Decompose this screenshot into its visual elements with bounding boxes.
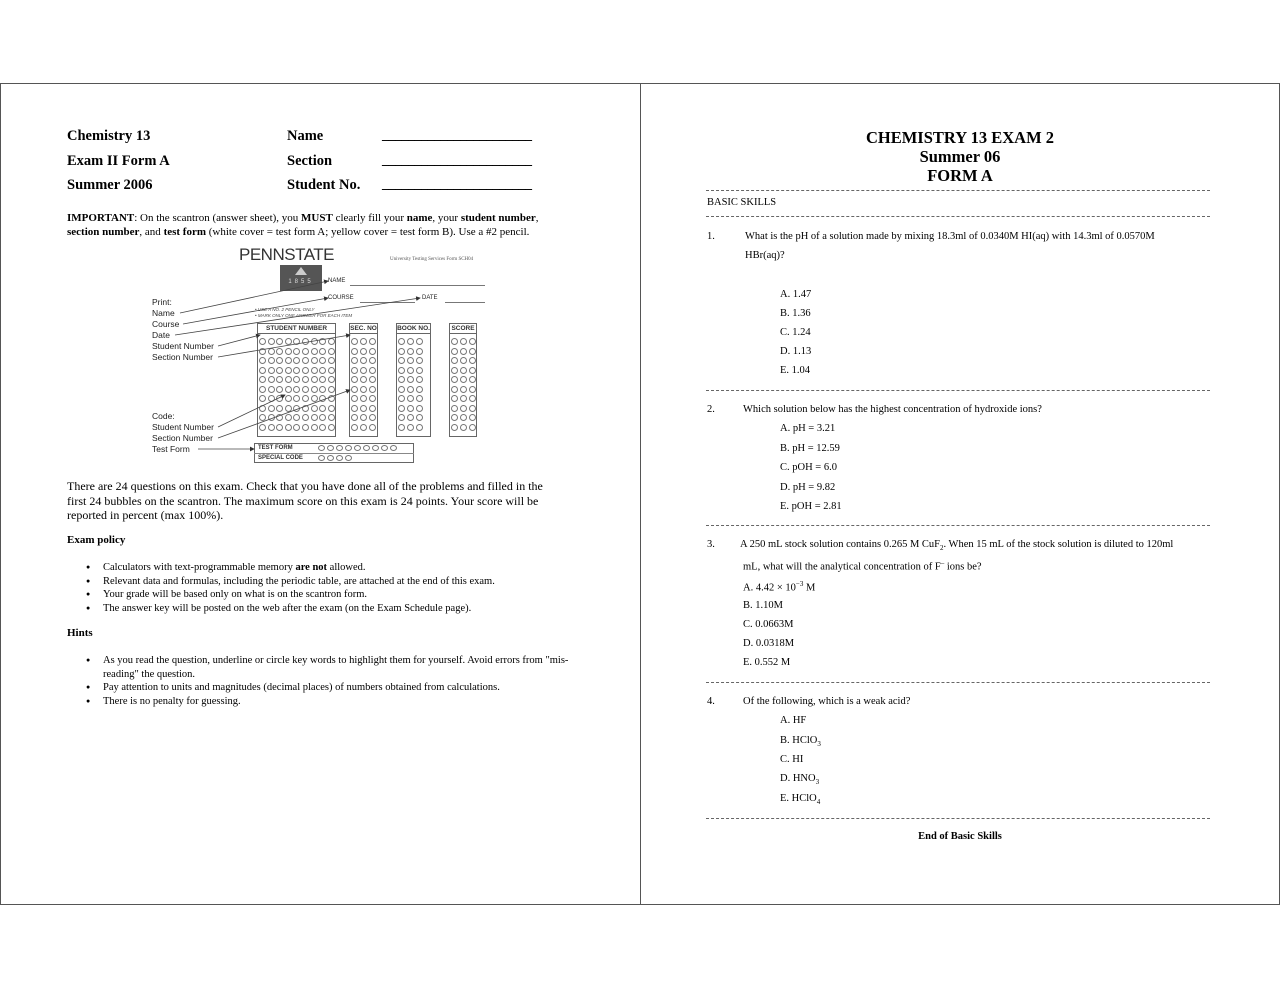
q3-option-a: A. $4.42 \times 10^{-3}$ M (743, 580, 816, 594)
q3-option-b: B. 1.10M (743, 600, 783, 611)
exam-heading-form: FORM A (927, 166, 993, 185)
q3-option-d: D. 0.0318M (743, 638, 795, 649)
sc-sec-no-header: SEC. NO (350, 325, 377, 332)
sc-code-student-number: Student Number (152, 422, 214, 432)
penn-state-seal: 1855 (280, 265, 322, 291)
divider (706, 525, 1210, 526)
policy-item: ● The answer key will be posted on the web after the exam (on the Exam Schedule page). (103, 602, 603, 616)
divider (706, 682, 1210, 683)
q4-option-b: B. HClO$_3$ (780, 735, 821, 749)
exam-heading-title: CHEMISTRY 13 EXAM 2 (865, 128, 1055, 147)
sc-print-course: Course (152, 319, 180, 329)
sc-test-form-label: TEST FORM (258, 445, 293, 451)
q2-number: 2. (707, 404, 715, 415)
sc-print-student-number: Student Number (152, 341, 214, 351)
hints-list (67, 654, 603, 708)
q1-text-line2: HBr(aq)? (745, 250, 785, 261)
name-label: Name (287, 128, 324, 144)
scantron-diagram (150, 245, 490, 467)
hint-item: ● Pay attention to units and magnitudes (decimal places) of numbers obtained from calculations. (103, 681, 603, 695)
sc-arrows (150, 245, 490, 467)
q1-option-e: E. 1.04 (780, 365, 811, 376)
hint-item: ● There is no penalty for guessing. (103, 695, 603, 709)
exam-heading (710, 128, 1210, 185)
q4-number: 4. (707, 696, 715, 707)
q3-option-e: E. 0.552 M (743, 657, 791, 668)
sc-code-section-number: Section Number (152, 433, 213, 443)
q4-text: Of the following, which is a weak acid? (743, 696, 911, 707)
q2-text: Which solution below has the highest concentration of hydroxide ions? (743, 404, 1042, 415)
sc-code-test-form: Test Form (152, 444, 190, 454)
q3-option-c: C. 0.0663M (743, 619, 794, 630)
q1-option-a: A. 1.47 (780, 289, 812, 300)
sc-name-label: NAME (328, 278, 346, 284)
sc-student-number-header: STUDENT NUMBER (257, 323, 336, 334)
exam-title: Exam II Form A (67, 153, 170, 169)
q4-option-d: D. $HNO_3$ (780, 773, 820, 787)
q2-option-b: B. pH = 12.59 (780, 443, 840, 454)
student-no-blank[interactable]: _______________________ (382, 177, 532, 192)
sc-code-heading: Code: (152, 411, 175, 421)
sc-score-header: SCORE (449, 323, 477, 334)
sc-print-heading: Print: (152, 297, 172, 307)
sc-print-date: Date (152, 330, 170, 340)
term-title: Summer 2006 (67, 177, 153, 193)
divider (706, 190, 1210, 191)
policy-item: ● Calculators with text-programmable memory are not allowed. (103, 561, 603, 575)
q1-option-d: D. 1.13 (780, 346, 812, 357)
divider (706, 390, 1210, 391)
q4-option-a: A. HF (780, 715, 807, 726)
sc-note-2: • MARK ONLY ONE ANSWER FOR EACH ITEM (255, 313, 353, 318)
policy-item: ● Relevant data and formulas, including the periodic table, are attached at the end of this exam. (103, 575, 603, 589)
q1-option-b: B. 1.36 (780, 308, 811, 319)
pennstate-logo: PENNSTATE (239, 245, 334, 264)
sc-print-name: Name (152, 308, 175, 318)
q4-option-e: E. HClO$_4$ (780, 793, 821, 807)
q3-text-line2: mL, what will the analytical concentration of F– ions be? (743, 559, 982, 573)
course-title: Chemistry 13 (67, 128, 151, 144)
hints-heading: Hints (67, 627, 93, 639)
sc-book-no-header: BOOK NO. (397, 325, 430, 332)
sc-note-1: • USE A NO. 2 PENCIL ONLY (255, 307, 315, 312)
section-basic-skills: BASIC SKILLS (707, 197, 777, 208)
q1-option-c: C. 1.24 (780, 327, 811, 338)
exam-policy-list (67, 561, 603, 615)
sc-print-section-number: Section Number (152, 352, 213, 362)
q1-number: 1. (707, 231, 715, 242)
exam-policy-heading: Exam policy (67, 534, 126, 546)
divider (706, 216, 1210, 217)
q3-number: 3. (707, 539, 715, 550)
q2-option-a: A. pH = 3.21 (780, 423, 836, 434)
q2-option-e: E. pOH = 2.81 (780, 501, 842, 512)
q4-option-c: C. HI (780, 754, 804, 765)
policy-item: ● Your grade will be based only on what is on the scantron form. (103, 588, 603, 602)
q1-text-line1: What is the pH of a solution made by mixing 18.3ml of 0.0340M HI(aq) with 14.3ml of 0.0570M (745, 231, 1155, 242)
q2-option-d: D. pH = 9.82 (780, 482, 836, 493)
end-of-basic-skills: End of Basic Skills (918, 831, 1002, 842)
q3-text-line1: A 250 mL stock solution contains 0.265 M CuF$_2$. When 15 mL of the stock solution is diluted to 120ml (740, 539, 1174, 553)
sc-course-label: COURSE (328, 295, 354, 301)
student-no-label: Student No. (287, 177, 361, 193)
divider (706, 818, 1210, 819)
sc-special-code-label: SPECIAL CODE (258, 455, 303, 461)
name-blank[interactable]: _______________________ (382, 128, 532, 143)
exam-heading-term: Summer 06 (919, 147, 1001, 166)
intro-paragraph: There are 24 questions on this exam. Check that you have done all of the problems and filled in the first 24 bubbles on the scantron. The maximum score on this exam is 24 points. Your score will be reported in percent (max 100%). (67, 479, 543, 522)
important-notice: IMPORTANT: On the scantron (answer sheet), you MUST clearly fill your name, your student number, section number, and test form (white cover = test form A; yellow cover = test form B). Use a #2 pencil. (67, 212, 539, 238)
q2-option-c: C. pOH = 6.0 (780, 462, 837, 473)
section-label: Section (287, 153, 333, 169)
sc-date-label: DATE (422, 295, 438, 301)
hint-item: ● As you read the question, underline or circle key words to highlight them for yourself. Avoid errors from "mis-reading" the question. (103, 654, 603, 681)
form-code: University Testing Services Form SCH04 (390, 257, 474, 262)
section-blank[interactable]: _______________________ (382, 153, 532, 168)
